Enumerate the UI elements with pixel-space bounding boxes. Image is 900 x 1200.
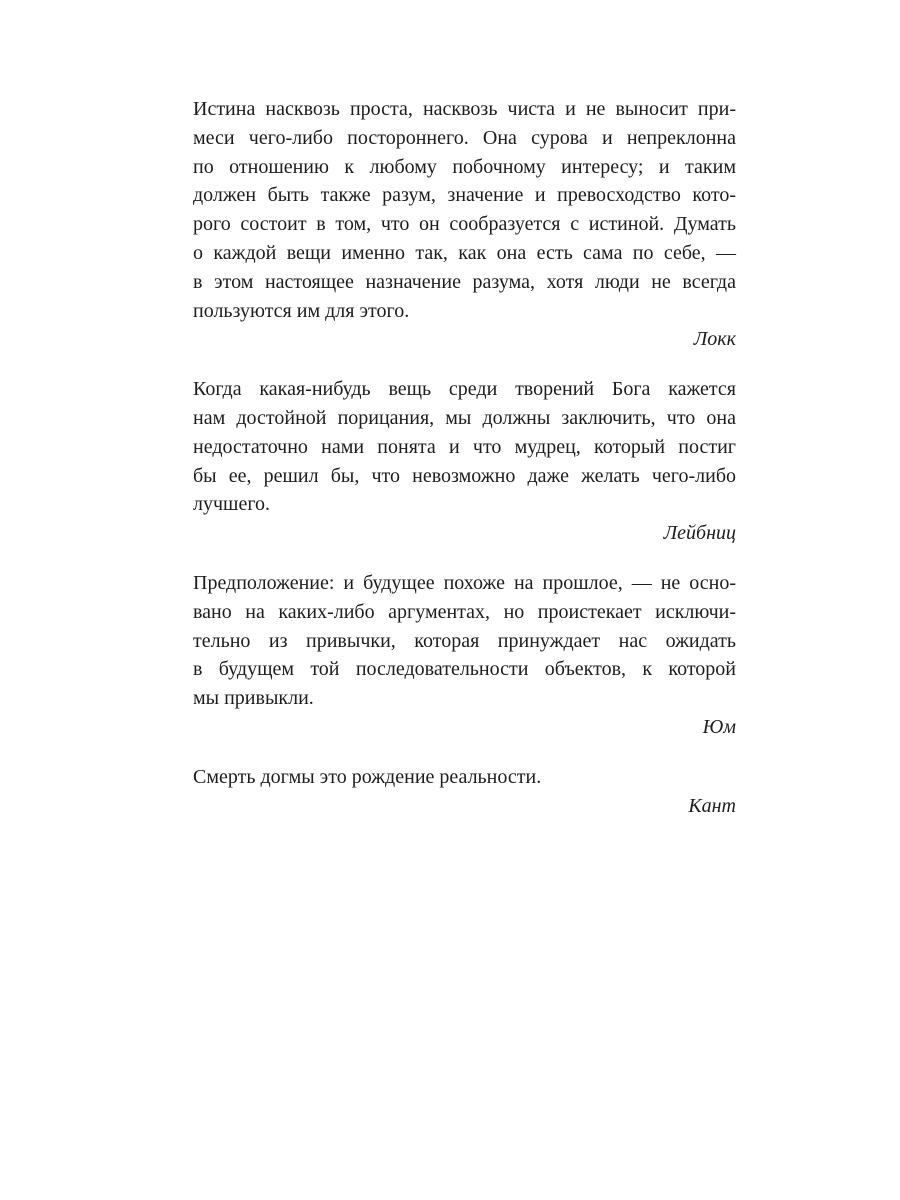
quote-line: тельно из привычки, которая принуждает нас ожидать (193, 629, 736, 652)
quote-block-kant (193, 763, 736, 821)
quote-line: недостаточно нами понята и что мудрец, который постиг (193, 435, 736, 458)
quote-line: бы ее, решил бы, что невозможно даже желать чего-либо (193, 464, 736, 487)
quote-line: о каждой вещи именно так, как она есть сама по себе, — (193, 241, 736, 264)
quote-text-locke (193, 95, 736, 325)
quote-line: мы привыкли. (193, 687, 314, 710)
quote-block-hume (193, 569, 736, 742)
quote-line: рого состоит в том, что он сообразуется с истиной. Думать (193, 213, 736, 236)
quote-line: по отношению к любому побочному интересу; и таким (193, 155, 736, 178)
quote-line: меси чего-либо постороннего. Она сурова и непреклонна (193, 126, 736, 149)
quote-block-locke (193, 95, 736, 354)
quote-author-kant: Кант (688, 794, 736, 817)
quote-line: Предположение: и будущее похоже на прошлое, — не осно- (193, 571, 736, 594)
quote-text-hume (193, 569, 736, 713)
quote-text-kant (193, 763, 736, 792)
quote-line: должен быть также разум, значение и превосходство кото- (193, 184, 736, 207)
quote-line: нам достойной порицания, мы должны заключить, что она (193, 406, 736, 429)
quote-line: пользуются им для этого. (193, 299, 410, 322)
quote-line: вано на каких-либо аргументах, но проистекает исключи- (193, 600, 736, 623)
quote-block-leibniz (193, 375, 736, 548)
quote-line: Истина насквозь проста, насквозь чиста и не выносит при- (193, 98, 736, 120)
quote-text-leibniz (193, 375, 736, 519)
quote-author-hume: Юм (702, 715, 736, 738)
quote-line: Когда какая-нибудь вещь среди творений Бога кажется (193, 378, 736, 401)
quote-author-locke: Локк (693, 328, 736, 351)
quote-line: в этом настоящее назначение разума, хотя люди не всегда (193, 270, 736, 293)
quote-line: Смерть догмы это рождение реальности. (193, 765, 542, 788)
quote-line: в будущем той последовательности объектов, к которой (193, 658, 736, 681)
quote-line: лучшего. (193, 493, 271, 516)
quote-author-leibniz: Лейбниц (663, 522, 736, 545)
page-content (193, 95, 736, 841)
